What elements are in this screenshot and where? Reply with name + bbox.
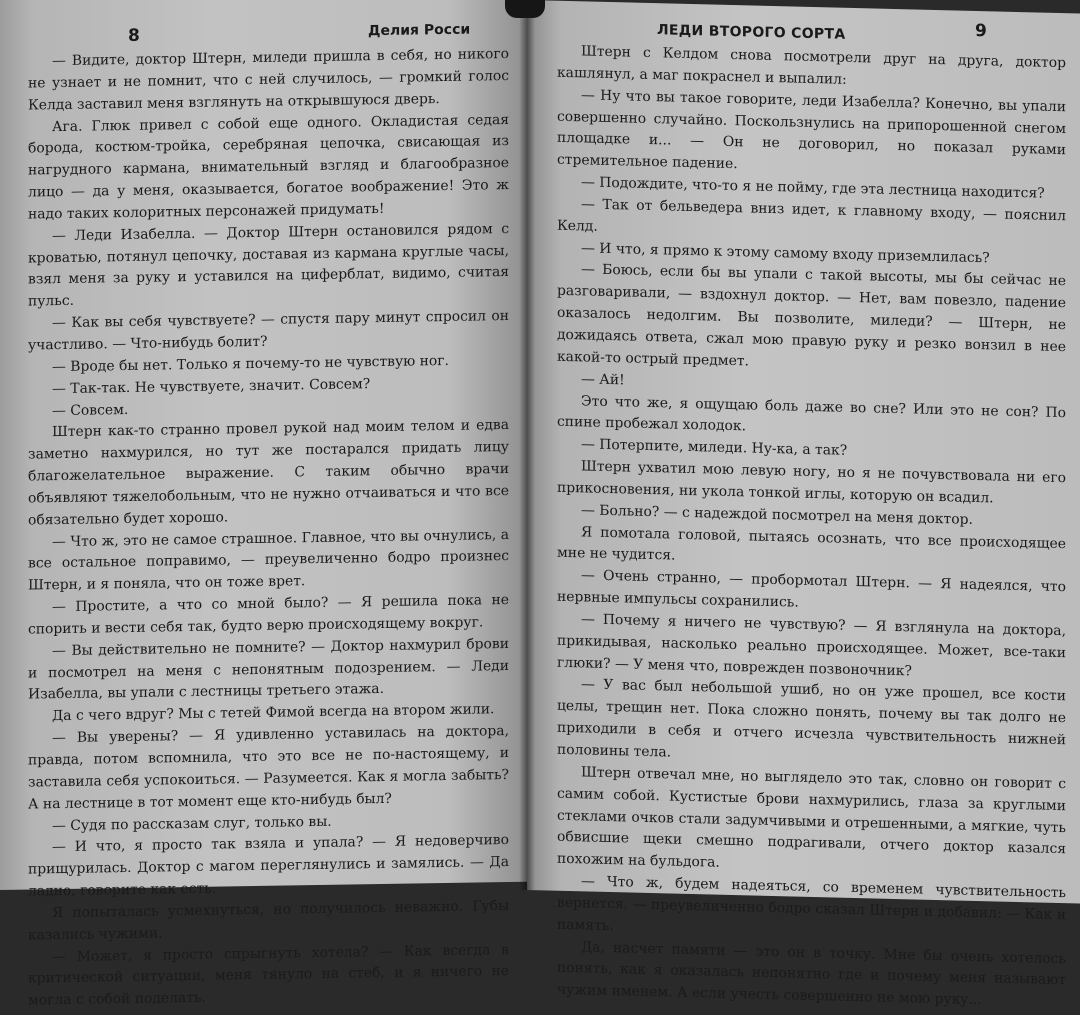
paragraph: — Подождите, что-то я не пойму, где эта лестница находится?: [581, 174, 1045, 202]
paragraph: — У вас был небольшой ушиб, но он уже прошел, все кости целы, трещин нет. Пока сложно понять, почему вы так долго не приходили в себя и отчего исчезла чувствительность нижней половины тела.: [557, 676, 1066, 761]
paragraph: — Видите, доктор Штерн, миледи пришла в себя, но никого не узнает и не помнит, что с ней случилось, — громкий голос Келда заставил меня взглянуть на открывшуюся дверь.: [28, 46, 509, 114]
paragraph: — Боюсь, если бы вы упали с такой высоты, мы бы сейчас не разговаривали, — вздохнул доктор. — Нет, вам повезло, падение оказалось недолгим. Вы позволите, миледи? — Штерн, не дожидаясь ответа, сжал мою правую руку и резко вонзил в нее какой-то острый предмет.: [557, 261, 1066, 370]
paragraph: Штерн ухватил мою левую ногу, но я не почувствовала ни его прикосновения, ни укола тонкой иглы, которую он всадил.: [557, 458, 1066, 507]
paragraph: — Вы уверены? — Я удивленно уставилась на доктора, правда, потом вспомнила, что это все не по-настоящему, и заставила себя успокоиться. — Разумеется. Как я могла забыть? А на лестнице в тот момент еще кто-нибудь был?: [28, 723, 509, 813]
paragraph: — Больно? — с надеждой посмотрел на меня доктор.: [581, 502, 973, 528]
paragraph: — Очень странно, — пробормотал Штерн. — Я надеялся, что нервные импульсы сохранились.: [557, 567, 1066, 611]
paragraph: Я помотала головой, пытаясь осознать, что все происходящее мне не чудится.: [557, 523, 1066, 565]
paragraph: — Может, я просто спрыгнуть хотела? — Как всегда в критической ситуации, меня тянуло на стеб, и я ничего не могла с собой поделать.: [28, 941, 509, 1009]
paragraph: Штерн с Келдом снова посмотрели друг на друга, доктор кашлянул, а маг покраснел и выпалил:: [557, 43, 1066, 88]
paragraph: Штерн как-то странно провел рукой над моим телом и едва заметно нахмурился, но тут же постарался придать лицу благожелательное выражение. С таким обычно врачи объявляют тяжелобольным, что не нужно отчаиваться и что все обязательно будет хорошо.: [28, 417, 509, 529]
paragraph: — Почему я ничего не чувствую? — Я взглянула на доктора, прикидывая, насколько реально происходящее. Может, все-таки глюки? — У меня что, поврежден позвоночник?: [557, 611, 1066, 680]
right-running-head: ЛЕДИ ВТОРОГО СОРТА: [657, 22, 846, 43]
right-page: [527, 0, 1080, 1009]
paragraph: — Потерпите, миледи. Ну-ка, а так?: [581, 436, 848, 460]
paragraph: — Леди Изабелла. — Доктор Штерн остановился рядом с кроватью, потянул цепочку, доставая из кармана круглые часы, взял меня за руку и уставился на циферблат, видимо, считая пульс.: [28, 220, 509, 310]
paragraph: — Простите, а что со мной было? — Я решила пока не спорить и вести себя так, будто верю происходящему вокруг.: [28, 592, 509, 638]
left-page-text: [28, 44, 509, 1013]
paragraph: — Так от бельведера вниз идет, к главному входу, — пояснил Келд.: [557, 196, 1066, 235]
paragraph: — Как вы себя чувствуете? — спустя пару минут спросил он участливо. — Что-нибудь болит?: [28, 308, 509, 354]
paragraph: — Вы действительно не помните? — Доктор нахмурил брови и посмотрел на меня с непонятным подозрением. — Леди Изабелла, вы упали с лестницы третьего этажа.: [28, 635, 509, 704]
paragraph: — Что ж, будем надеяться, со временем чувствительность вернется, — преувеличенно бодро сказал Штерн и добавил: — Как и память.: [557, 873, 1066, 934]
paragraph: — Совсем.: [52, 401, 129, 419]
paragraph: Я попыталась усмехнуться, но получилось неважно. Губы казались чужими.: [28, 897, 509, 944]
right-page-text: [557, 41, 1066, 1015]
paragraph: — Что ж, это не самое страшное. Главное, что вы очнулись, а все остальное поправимо, — преувеличенно бодро произнес Штерн, и я поняла, что он тоже врет.: [28, 526, 509, 594]
left-running-head: Делия Росси: [368, 21, 471, 40]
paragraph: Ага. Глюк привел с собой еще одного. Окладистая седая борода, костюм-тройка, серебряная цепочка, свисающая из нагрудного кармана, внимательный взгляд и благообразное лицо — да у меня, оказывается, богатое воображение! Это ж надо таких колоритных персонажей придумать!: [28, 111, 509, 223]
paragraph: — Ну что вы такое говорите, леди Изабелла? Конечно, вы упали совершенно случайно. Поскользнулись на припорошенной снегом площадке и... — Он не договорил, но показал руками стремительное падение.: [557, 87, 1066, 173]
paragraph: Это что же, я ощущаю боль даже во сне? Или это не сон? По спине пробежал холодок.: [557, 392, 1066, 435]
paragraph: Да, насчет памяти — это он в точку. Мне бы очень хотелось понять, как я оказалась непонятно где и почему меня называют чужим именем. А если учесть совершенно не мою руку...: [557, 938, 1066, 1009]
spine-shadow: [505, 0, 545, 18]
paragraph: Штерн отвечал мне, но выглядело это так, словно он говорит с самим собой. Кустистые брови нахмурились, глаза за круглыми стеклами очков стали задумчивыми и отрешенными, а мягкие, чуть обвисшие щеки смешно подрагивали, отчего доктор казался похожим на бульдога.: [557, 764, 1066, 871]
paragraph: — Ай!: [581, 370, 625, 389]
left-page: [0, 0, 527, 1009]
paragraph: — И что, я просто так взяла и упала? — Я недоверчиво прищурилась. Доктор с магом переглянулись и замялись. — Да ладно, говорите как есть.: [28, 832, 509, 900]
paragraph: — И что, я прямо к этому самому входу приземлилась?: [581, 239, 990, 266]
left-page-number: 8: [128, 25, 140, 46]
paragraph: Да с чего вдруг? Мы с тетей Фимой всегда на втором жили.: [52, 701, 495, 725]
paragraph: — Вроде бы нет. Только я почему-то не чувствую ног.: [52, 352, 449, 375]
paragraph: — Судя по рассказам слуг, только вы.: [52, 813, 332, 834]
paragraph: — Так-так. Не чувствуете, значит. Совсем?: [52, 375, 371, 397]
right-page-number: 9: [975, 20, 987, 42]
